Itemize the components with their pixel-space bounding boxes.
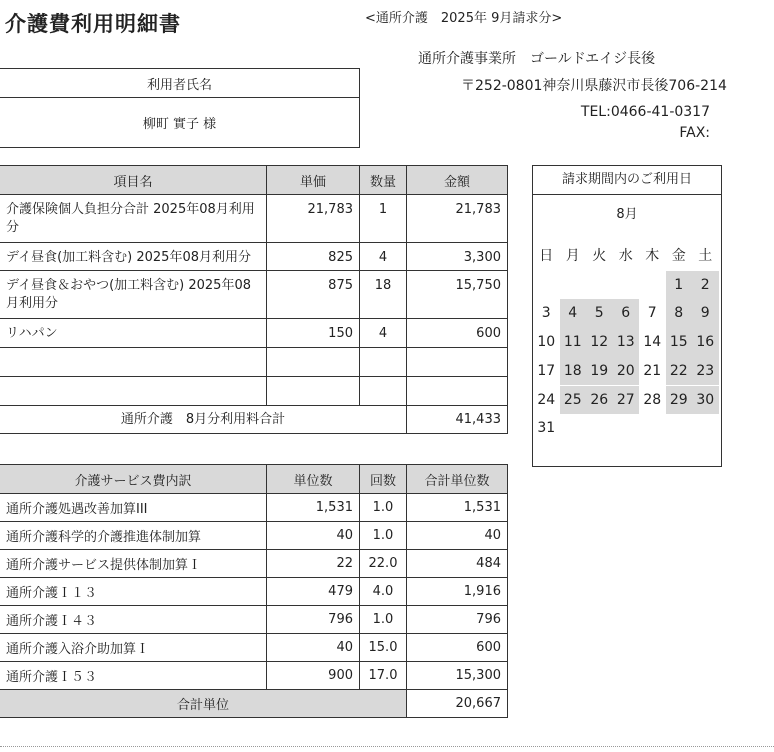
table-row-empty <box>0 377 508 406</box>
user-name-label: 利用者氏名 <box>0 69 360 98</box>
svc-units: 1,531 <box>267 494 360 522</box>
svc-name: 通所介護Ｉ５３ <box>0 662 267 690</box>
calendar-day-used: 13 <box>613 328 640 357</box>
item-amount: 3,300 <box>407 243 508 271</box>
calendar-weekday: 火 <box>592 248 607 264</box>
table-row <box>0 634 508 662</box>
page-divider <box>0 746 774 747</box>
item-amount: 21,783 <box>407 195 508 243</box>
calendar-day-used: 5 <box>586 299 613 328</box>
item-price: 150 <box>267 319 360 348</box>
calendar-day-used: 15 <box>666 328 693 357</box>
table-row <box>0 271 508 319</box>
svc-name: 通所介護サービス提供体制加算Ｉ <box>0 550 267 578</box>
svc-header-name: 介護サービス費内訳 <box>0 465 267 494</box>
page-title: 介護費利用明細書 <box>5 12 181 36</box>
calendar-day-used: 26 <box>586 386 613 415</box>
svc-total-row <box>0 690 508 718</box>
table-row <box>0 578 508 606</box>
svc-count: 1.0 <box>360 494 407 522</box>
calendar-weekday: 水 <box>618 248 633 264</box>
svc-count: 17.0 <box>360 662 407 690</box>
calendar-day-used: 12 <box>586 328 613 357</box>
service-breakdown-table <box>0 464 508 718</box>
calendar-day: 3 <box>541 305 551 322</box>
item-name: 介護保険個人負担分合計 2025年08月利用分 <box>0 195 267 243</box>
svc-units: 900 <box>267 662 360 690</box>
billing-period: <通所介護 2025年 9月請求分> <box>365 11 563 26</box>
svc-count: 15.0 <box>360 634 407 662</box>
calendar-day-used: 9 <box>692 299 719 328</box>
calendar-weekday: 土 <box>698 248 713 264</box>
provider-address: 〒252-0801神奈川県藤沢市長後706-214 <box>461 78 727 94</box>
calendar-weekday: 木 <box>645 248 660 264</box>
svc-name: 通所介護処遇改善加算III <box>0 494 267 522</box>
svc-name: 通所介護入浴介助加算Ｉ <box>0 634 267 662</box>
calendar-day: 24 <box>537 391 556 408</box>
calendar-day-used: 20 <box>613 357 640 386</box>
calendar-day-used: 23 <box>692 357 719 386</box>
table-row <box>0 319 508 348</box>
calendar-day-used: 30 <box>692 386 719 415</box>
item-qty: 18 <box>360 271 407 319</box>
calendar-day-used: 16 <box>692 328 719 357</box>
item-price: 21,783 <box>267 195 360 243</box>
table-row <box>0 662 508 690</box>
item-name: デイ昼食＆おやつ(加工料含む) 2025年08月利用分 <box>0 271 267 319</box>
svc-header-units: 単位数 <box>267 465 360 494</box>
svc-name: 通所介護Ｉ４３ <box>0 606 267 634</box>
provider-tel: TEL:0466-41-0317 <box>580 104 710 120</box>
provider-name: 通所介護事業所 ゴールドエイジ長後 <box>418 51 656 67</box>
table-row <box>0 243 508 271</box>
usage-calendar <box>532 165 722 467</box>
item-amount: 15,750 <box>407 271 508 319</box>
items-total-row <box>0 406 508 434</box>
svc-units: 40 <box>267 522 360 550</box>
items-header-qty: 数量 <box>360 166 407 195</box>
calendar-day: 28 <box>643 391 662 408</box>
calendar-day-used: 25 <box>560 386 587 415</box>
svc-total-label: 合計単位 <box>0 690 407 718</box>
calendar-day-used: 22 <box>666 357 693 386</box>
svc-total: 40 <box>407 522 508 550</box>
item-price: 825 <box>267 243 360 271</box>
calendar-day-used: 27 <box>613 386 640 415</box>
svc-count: 1.0 <box>360 522 407 550</box>
calendar-day-used: 11 <box>560 328 587 357</box>
calendar-day-used: 2 <box>692 271 719 300</box>
calendar-day-used: 8 <box>666 299 693 328</box>
items-total-label: 通所介護 8月分利用料合計 <box>0 406 407 434</box>
calendar-day: 7 <box>647 305 657 322</box>
items-header-price: 単価 <box>267 166 360 195</box>
calendar-weekday: 日 <box>539 248 554 264</box>
items-header-name: 項目名 <box>0 166 267 195</box>
items-table <box>0 165 508 434</box>
svc-total: 1,916 <box>407 578 508 606</box>
table-row <box>0 606 508 634</box>
svc-units: 40 <box>267 634 360 662</box>
item-qty: 4 <box>360 319 407 348</box>
calendar-title: 請求期間内のご利用日 <box>533 166 721 195</box>
svc-count: 22.0 <box>360 550 407 578</box>
svc-total: 796 <box>407 606 508 634</box>
item-qty: 4 <box>360 243 407 271</box>
svc-units: 22 <box>267 550 360 578</box>
items-total-value: 41,433 <box>407 406 508 434</box>
calendar-day-used: 19 <box>586 357 613 386</box>
item-price: 875 <box>267 271 360 319</box>
items-header-amount: 金額 <box>407 166 508 195</box>
calendar-day-used: 29 <box>666 386 693 415</box>
calendar-day: 31 <box>537 420 556 437</box>
svc-count: 1.0 <box>360 606 407 634</box>
table-row <box>0 522 508 550</box>
calendar-weekday: 月 <box>565 248 580 264</box>
calendar-month: 8月 <box>616 207 638 222</box>
svc-total: 484 <box>407 550 508 578</box>
item-name: デイ昼食(加工料含む) 2025年08月利用分 <box>0 243 267 271</box>
calendar-day: 14 <box>643 334 662 351</box>
svc-name: 通所介護Ｉ１３ <box>0 578 267 606</box>
calendar-weekday: 金 <box>671 248 686 264</box>
calendar-day: 10 <box>537 334 556 351</box>
calendar-day-used: 6 <box>613 299 640 328</box>
svc-units: 479 <box>267 578 360 606</box>
svc-header-count: 回数 <box>360 465 407 494</box>
table-row <box>0 550 508 578</box>
item-amount: 600 <box>407 319 508 348</box>
calendar-day-used: 1 <box>666 271 693 300</box>
svc-total: 1,531 <box>407 494 508 522</box>
svc-total: 15,300 <box>407 662 508 690</box>
svc-name: 通所介護科学的介護推進体制加算 <box>0 522 267 550</box>
provider-fax: FAX: <box>679 125 710 141</box>
user-name-box <box>0 68 360 148</box>
svc-count: 4.0 <box>360 578 407 606</box>
item-name: リハパン <box>0 319 267 348</box>
calendar-day-used: 4 <box>560 299 587 328</box>
svc-header-total: 合計単位数 <box>407 465 508 494</box>
table-row <box>0 195 508 243</box>
user-name: 柳町 實子 様 <box>0 98 360 148</box>
calendar-day-used: 18 <box>560 357 587 386</box>
svc-total-value: 20,667 <box>407 690 508 718</box>
calendar-day: 21 <box>643 362 662 379</box>
table-row-empty <box>0 348 508 377</box>
table-row <box>0 494 508 522</box>
calendar-day: 17 <box>537 362 556 379</box>
svc-units: 796 <box>267 606 360 634</box>
item-qty: 1 <box>360 195 407 243</box>
svc-total: 600 <box>407 634 508 662</box>
